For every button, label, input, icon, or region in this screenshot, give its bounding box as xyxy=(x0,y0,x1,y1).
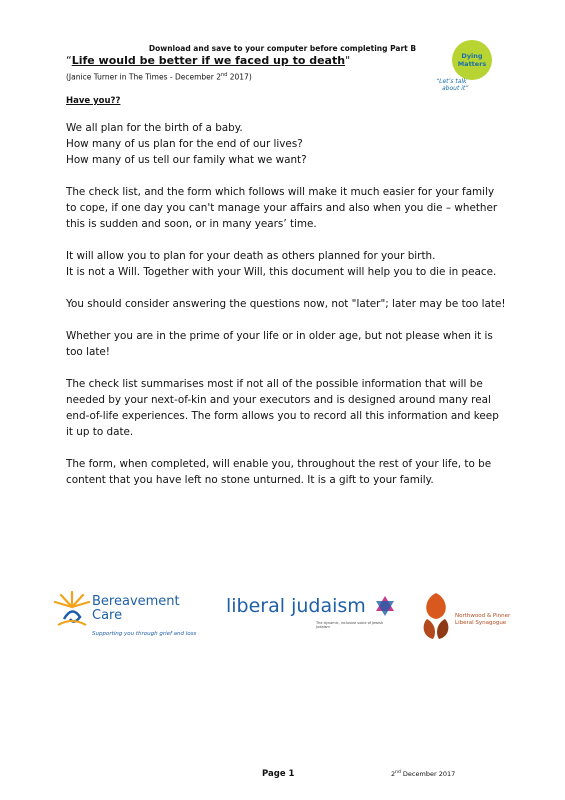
date-suffix: December 2017 xyxy=(400,770,456,779)
paragraph xyxy=(66,120,506,168)
paragraph-line: How many of us tell our family what we want? xyxy=(66,154,307,166)
page-number: Page 1 xyxy=(262,769,295,779)
dying-matters-line1: Dying xyxy=(461,52,483,60)
liberal-judaism-logo xyxy=(226,595,396,635)
quote-text: Life would be better if we faced up to death xyxy=(71,54,346,67)
paragraph-line: Whether you are in the prime of your life or in older age, but not please when it is too late! xyxy=(66,330,493,358)
dying-matters-tag2: about it” xyxy=(442,85,469,92)
dying-matters-badge xyxy=(452,40,492,80)
paragraph xyxy=(66,456,506,488)
bereavement-care-line2: Care xyxy=(92,608,123,623)
northwood-pinner-line2: Liberal Synagogue xyxy=(455,620,507,626)
source-sup: nd xyxy=(221,72,228,78)
bereavement-care-name xyxy=(92,595,180,623)
paragraph xyxy=(66,328,506,360)
paragraph-line: We all plan for the birth of a baby. xyxy=(66,122,243,134)
paragraph xyxy=(66,248,506,280)
paragraph xyxy=(66,376,506,440)
body-text xyxy=(66,120,506,504)
paragraph-line: The check list summarises most if not all of the possible information that will be needed by your next-of-kin and your executors and is designed around many real end-of-life experiences. The form allows you to record all this information and keep it up to date. xyxy=(66,378,499,438)
star-of-david-icon xyxy=(374,595,396,617)
liberal-judaism-name: liberal judaism xyxy=(226,595,366,617)
quote-open-mark: “ xyxy=(66,54,72,67)
download-instruction: Download and save to your computer before completing Part B xyxy=(148,44,417,53)
paragraph xyxy=(66,296,506,312)
northwood-pinner-name xyxy=(455,613,510,627)
paragraph xyxy=(66,184,506,232)
dying-matters-logo xyxy=(436,40,498,98)
section-heading: Have you?? xyxy=(66,96,121,106)
paragraph-line: It is not a Will. Together with your Will, this document will help you to die in peace. xyxy=(66,266,497,278)
bereavement-care-logo xyxy=(52,585,212,649)
date-prefix: 2 xyxy=(391,770,396,779)
source-suffix: 2017) xyxy=(227,72,252,82)
paragraph-line: How many of us plan for the end of our lives? xyxy=(66,138,303,150)
leaf-mark-icon xyxy=(419,589,453,643)
date-sup: nd xyxy=(395,770,401,775)
paragraph-line: You should consider answering the questions now, not "later"; later may be too late! xyxy=(66,298,506,310)
partner-logos xyxy=(0,585,565,655)
bereavement-care-line1: Bereavement xyxy=(92,594,180,609)
northwood-pinner-logo xyxy=(419,589,539,649)
dying-matters-tag1: “Let’s talk xyxy=(436,78,467,85)
quote-source xyxy=(66,72,252,82)
sun-spiral-icon xyxy=(52,589,92,629)
quote-title xyxy=(66,54,350,67)
bereavement-care-tagline: Supporting you through grief and loss xyxy=(92,631,197,637)
footer-date xyxy=(391,770,455,778)
northwood-pinner-line1: Northwood & Pinner xyxy=(455,613,511,619)
source-prefix: (Janice Turner in The Times - December 2 xyxy=(66,72,222,82)
paragraph-line: It will allow you to plan for your death as others planned for your birth. xyxy=(66,250,436,262)
dying-matters-line2: Matters xyxy=(457,60,487,68)
liberal-judaism-tagline: The dynamic, inclusive voice of Jewish Judaism xyxy=(316,621,384,629)
paragraph-line: The check list, and the form which follows will make it much easier for your family to cope, if one day you can't manage your affairs and also when you die – whether this is sudden and soon, or in many years’ time. xyxy=(66,186,498,230)
dying-matters-tagline xyxy=(436,78,468,92)
paragraph-line: The form, when completed, will enable you, throughout the rest of your life, to be content that you have left no stone unturned. It is a gift to your family. xyxy=(66,458,492,486)
quote-close-mark: " xyxy=(345,54,351,67)
